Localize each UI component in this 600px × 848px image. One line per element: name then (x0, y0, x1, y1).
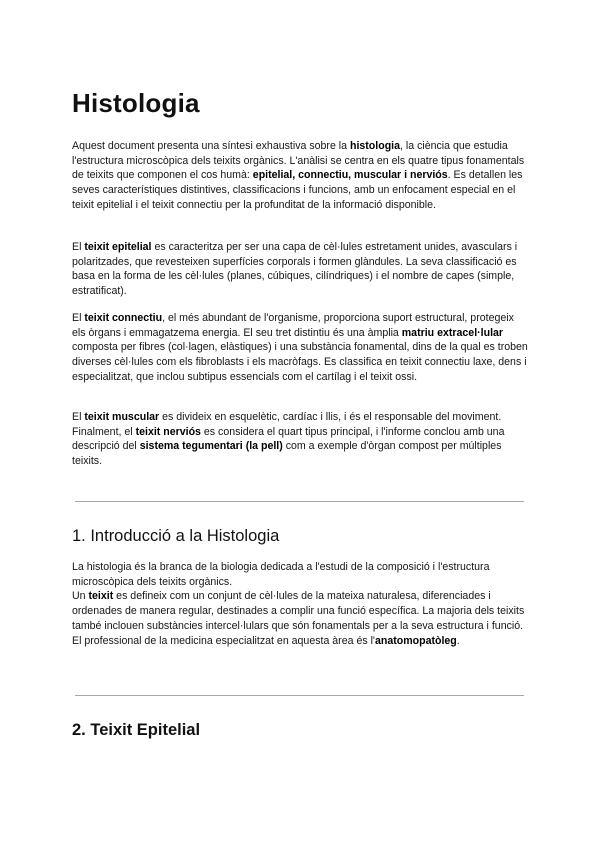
muscular-paragraph (72, 410, 528, 469)
section-divider (75, 695, 524, 696)
muscular-text-4: com a exemple d'òrgan compost per múltiples teixits. (72, 440, 502, 468)
connectiu-bold-2: matriu extracel·lular (401, 326, 504, 339)
intro-paragraph (72, 139, 528, 213)
section-1-text-post: es defineix com un conjunt de cèl·lules de la mateixa naturalesa, diferenciades i ordenades de manera regular, destinades a complir una funció específica. La majoria dels teixits també inclouen substàncies intercel·lulars que són fonamentals per a la seva estructura i funció. (72, 590, 525, 632)
muscular-bold-3: sistema tegumentari (la pell) (139, 440, 283, 453)
epitelial-text-2: es caracteritza per ser una capa de cèl·lules estretament unides, avasculars i polaritzades, que revesteixen superfícies corporals i formen glàndules. La seva classificació es basa en la forma de les cèl·lules (planes, cúbiques, cilíndriques) i el nombre de capes (simple, estratificat). (72, 241, 518, 298)
section-1-bold-anatomopatoleg: anatomopatòleg (374, 634, 457, 647)
intro-text-2: , la ciència que estudia l'estructura microscòpica dels teixits orgànics. L'anàlisi se centra en els quatre tipus fonamentals de teixits que componen el cos humà: (72, 140, 525, 182)
section-1-text-post-2: . (456, 634, 460, 647)
connectiu-paragraph (72, 311, 528, 385)
muscular-text-3: es considera el quart tipus principal, i l'informe conclou amb una descripció del (72, 425, 505, 453)
muscular-text-2: es divideix en esquelètic, cardíac i llis, i és el responsable del moviment. Finalment, el (72, 411, 502, 438)
section-1-title: 1. Introducció a la Histologia (72, 527, 280, 545)
epitelial-paragraph (72, 240, 528, 299)
section-1-bold-teixit: teixit (88, 590, 114, 603)
epitelial-bold-1: teixit epitelial (84, 241, 152, 253)
section-1-line-2 (72, 589, 528, 633)
muscular-bold-1: teixit muscular (84, 411, 160, 423)
section-1-text-pre: Un (72, 590, 89, 603)
section-divider (75, 501, 524, 502)
section-1-text-pre-2: El professional de la medicina especialitzat en aquesta àrea és l' (72, 634, 375, 647)
section-1-line-3 (72, 634, 528, 649)
page-title: Histologia (72, 88, 200, 118)
section-1-paragraph (72, 560, 528, 648)
intro-bold-1: histologia (349, 140, 400, 152)
connectiu-text-1: El (72, 312, 85, 324)
epitelial-text-1: El (72, 241, 85, 253)
intro-text-3: . Es detallen les seves característiques distintives, classificacions i funcions, amb un enfocament especial en el teixit epitelial i el teixit connectiu per la profunditat de la informació disponible. (72, 169, 523, 211)
connectiu-text-2: , el més abundant de l'organisme, proporciona suport estructural, protegeix els òrgans i emmagatzema energia. El seu tret distintiu és una àmplia (72, 312, 514, 339)
connectiu-text-3: composta per fibres (col·lagen, elàstiques) i una substància fonamental, dins de la qual es troben diverses cèl·lules com els fibroblasts i els macròfags. Es classifica en teixit connectiu laxe, dens i especialitzat, que inclou subtipus essencials com el cartílag i el teixit ossi. (72, 341, 528, 383)
section-1-line-1: La histologia és la branca de la biologia dedicada a l'estudi de la composició i l'estructura microscòpica dels teixits orgànics. (72, 561, 490, 588)
intro-bold-2: epitelial, connectiu, muscular i nerviós (252, 169, 448, 182)
intro-text-1: Aquest document presenta una síntesi exhaustiva sobre la (72, 140, 350, 152)
muscular-bold-2: teixit nerviós (135, 425, 201, 438)
section-2-title: 2. Teixit Epitelial (72, 721, 201, 739)
muscular-text-1: El (72, 411, 85, 423)
connectiu-bold-1: teixit connectiu (84, 312, 163, 324)
